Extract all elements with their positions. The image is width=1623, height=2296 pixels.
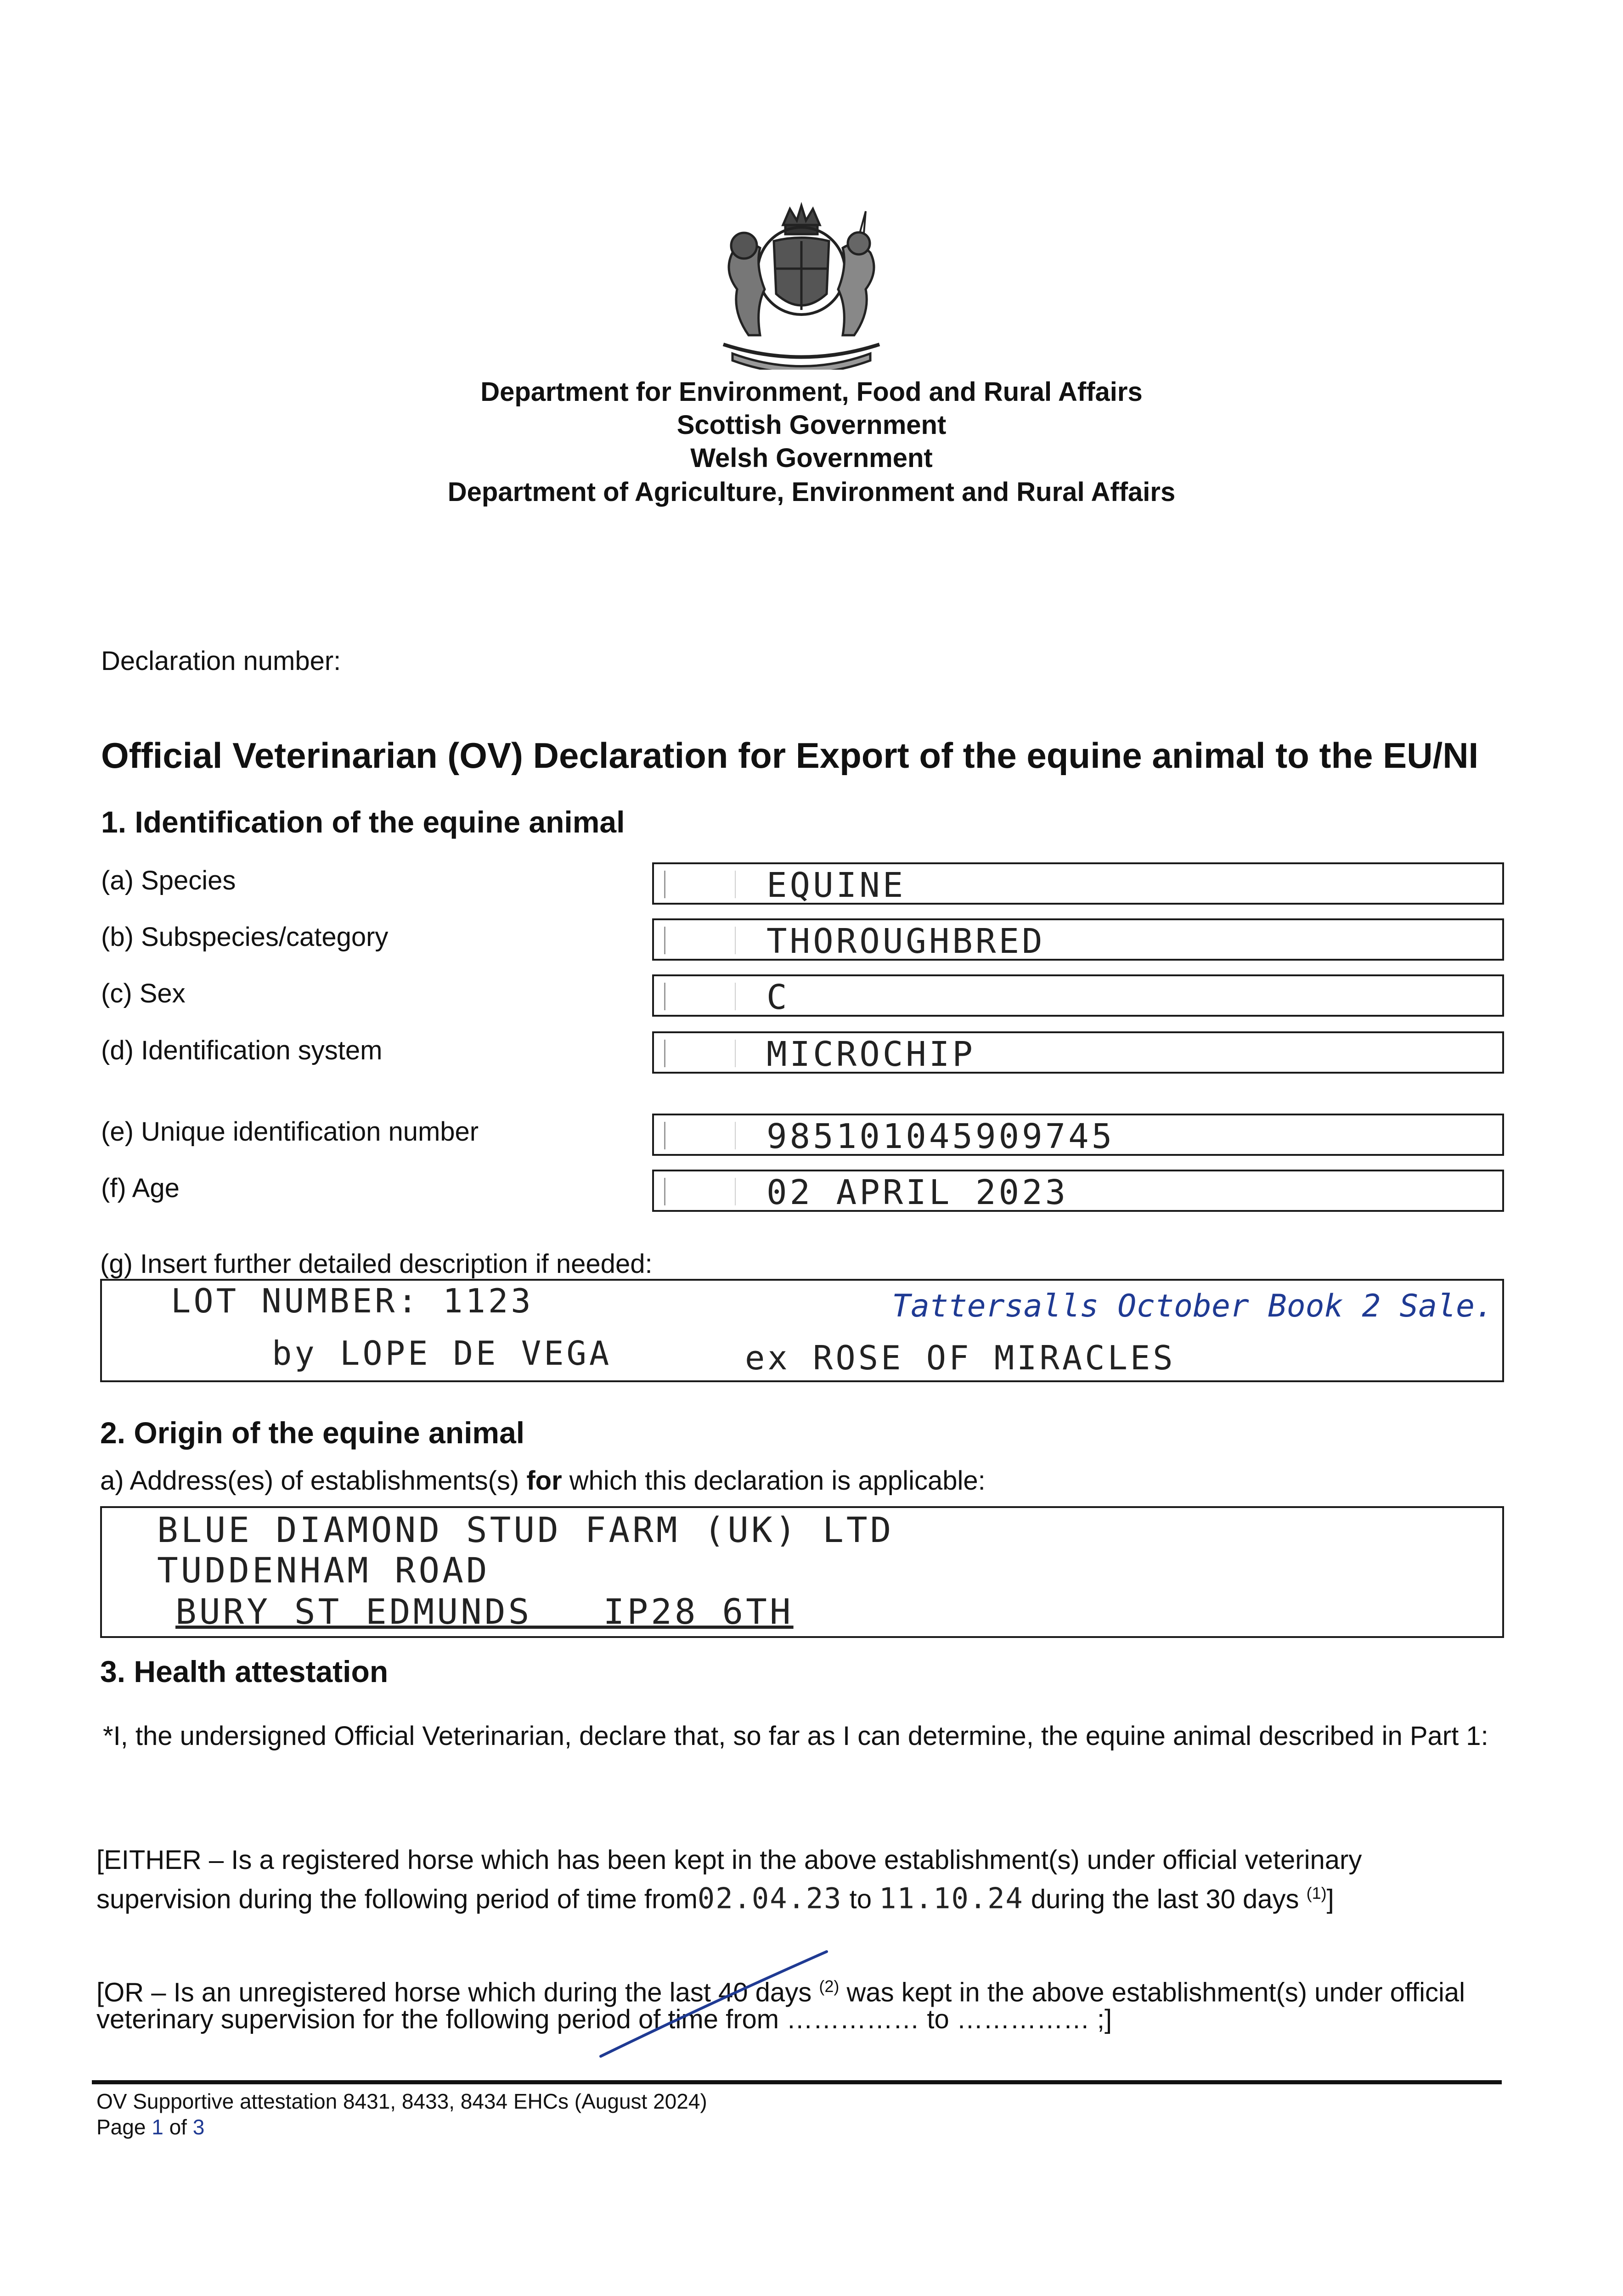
health-intro: *I, the undersigned Official Veterinarian, declare that, so far as I can determine, the equine animal described in Part 1:: [103, 1721, 1488, 1751]
species-label: (a) Species: [101, 866, 236, 895]
either-footnote-ref: (1): [1306, 1884, 1327, 1902]
subspecies-value: THOROUGHBRED: [766, 922, 1045, 961]
address-label-pre: a) Address(es) of establishments(s): [100, 1466, 527, 1496]
either-line-2: [96, 1877, 1506, 1916]
address-box: [100, 1506, 1504, 1638]
identification-system-label: (d) Identification system: [101, 1035, 383, 1065]
address-line-3: BURY ST EDMUNDS IP28 6TH: [175, 1591, 794, 1632]
section1-heading: 1. Identification of the equine animal: [101, 805, 625, 839]
address-label: [100, 1465, 986, 1497]
either-from-date: 02.04.23: [697, 1881, 842, 1915]
header-line-defra: Department for Environment, Food and Rural Affairs: [480, 377, 1143, 407]
or-clause-strikethrough: [597, 1947, 836, 2062]
footer-attestation: OV Supportive attestation 8431, 8433, 8434 EHCs (August 2024): [96, 2089, 707, 2113]
footer-rule: [92, 2080, 1502, 2084]
unique-id-field: [652, 1114, 1504, 1156]
sex-field: [652, 974, 1504, 1017]
or-line-2: veterinary supervision for the following period of time from …………… to …………… ;]: [96, 2004, 1112, 2034]
species-value: EQUINE: [766, 866, 906, 905]
either-line-2-post: during the last 30 days: [1031, 1884, 1299, 1914]
lot-number-text: LOT NUMBER: 1123: [171, 1282, 534, 1320]
dam-text: ex ROSE OF MIRACLES: [745, 1339, 1176, 1377]
either-end-bracket: ]: [1326, 1884, 1334, 1914]
species-field: [652, 862, 1504, 905]
age-field: [652, 1170, 1504, 1212]
or-footnote-ref: (2): [819, 1977, 840, 1996]
unique-id-value: 985101045909745: [766, 1117, 1115, 1156]
either-to-date: 11.10.24: [879, 1881, 1024, 1915]
either-line-1: [EITHER – Is a registered horse which has been kept in the above establishment(s) under official veterinary: [96, 1845, 1362, 1875]
either-line-2-pre: supervision during the following period of time from: [96, 1884, 698, 1914]
declaration-number-label: Declaration number:: [101, 646, 341, 676]
identification-system-value: MICROCHIP: [766, 1035, 975, 1074]
identification-system-field: [652, 1031, 1504, 1074]
subspecies-field: [652, 918, 1504, 961]
footer-page-of: of: [169, 2115, 187, 2139]
subspecies-label: (b) Subspecies/category: [101, 922, 389, 952]
sex-label: (c) Sex: [101, 979, 186, 1008]
description-box: [100, 1279, 1504, 1382]
section2-heading: 2. Origin of the equine animal: [100, 1416, 525, 1450]
address-line-1: BLUE DIAMOND STUD FARM (UK) LTD: [157, 1509, 894, 1550]
description-label: (g) Insert further detailed description if needed:: [100, 1249, 653, 1279]
royal-coat-of-arms-crest-icon: [705, 197, 898, 370]
document-title: Official Veterinarian (OV) Declaration for Export of the equine animal to the EU/NI: [101, 735, 1479, 776]
age-label: (f) Age: [101, 1173, 180, 1203]
or-line-1-post: was kept in the above establishment(s) under official: [839, 1977, 1465, 2008]
footer-page-word: Page: [96, 2115, 146, 2139]
sale-text: Tattersalls October Book 2 Sale.: [892, 1288, 1494, 1324]
header-line-welsh-government: Welsh Government: [690, 443, 933, 473]
footer-page-total: 3: [192, 2115, 205, 2139]
address-label-post: which this declaration is applicable:: [562, 1466, 986, 1496]
header-line-scottish-government: Scottish Government: [676, 410, 947, 440]
footer-page-current: 1: [152, 2115, 163, 2139]
address-label-bold: for: [526, 1466, 562, 1496]
age-value: 02 APRIL 2023: [766, 1173, 1069, 1212]
sire-text: by LOPE DE VEGA: [272, 1334, 612, 1373]
either-to-word: to: [849, 1884, 872, 1914]
section3-heading: 3. Health attestation: [100, 1654, 389, 1688]
unique-id-label: (e) Unique identification number: [101, 1117, 479, 1147]
header-line-daera: Department of Agriculture, Environment and Rural Affairs: [447, 477, 1176, 507]
or-line-1-pre: [OR – Is an unregistered horse which during the last 40 days: [96, 1977, 812, 2008]
address-line-2: TUDDENHAM ROAD: [157, 1550, 490, 1591]
sex-value: C: [766, 978, 790, 1017]
footer-page-number: [96, 2114, 204, 2140]
